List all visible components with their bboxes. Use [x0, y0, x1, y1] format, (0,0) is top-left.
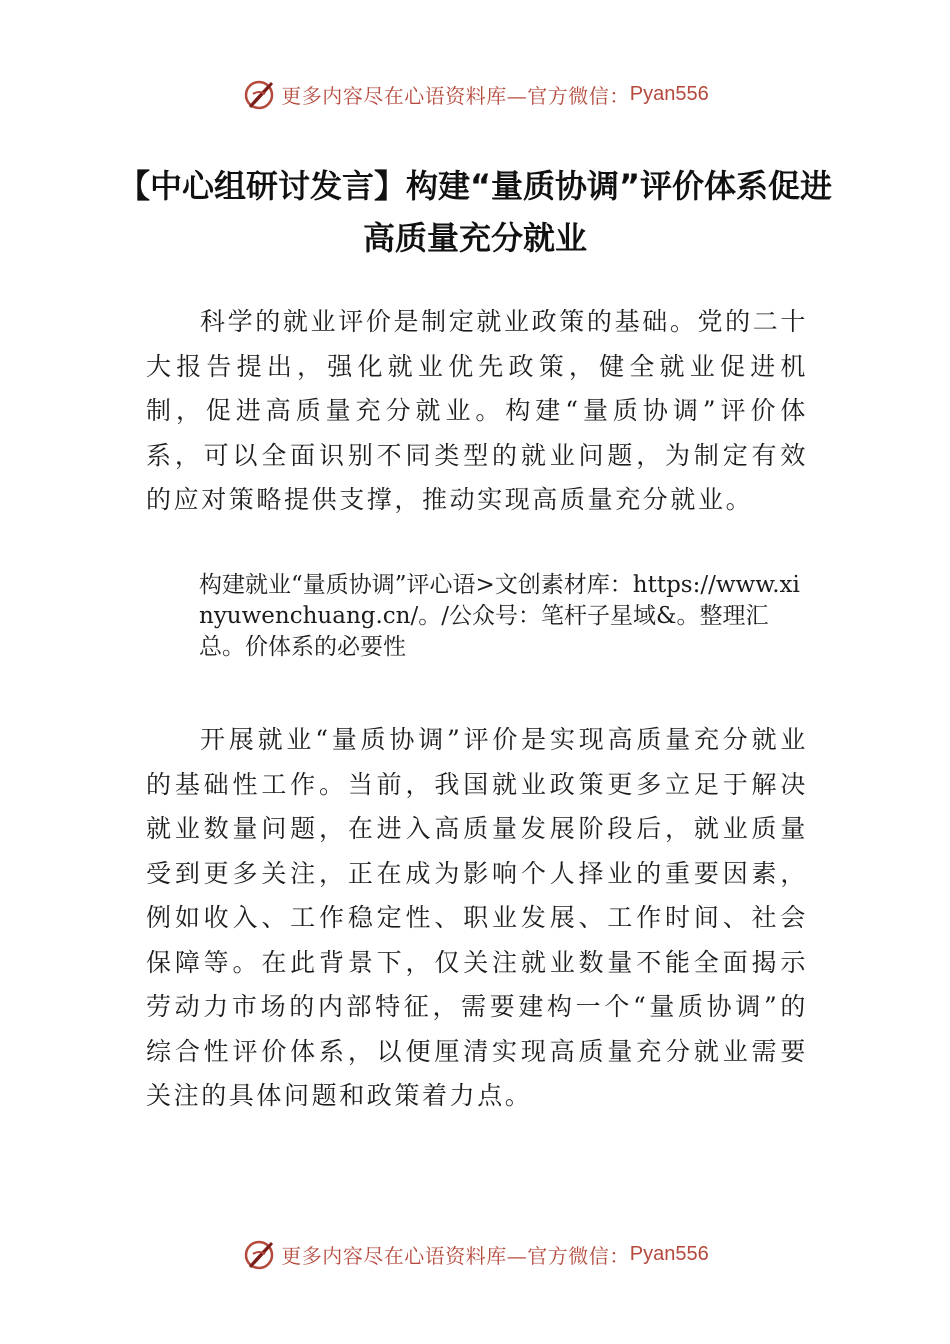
page-title: 【中心组研讨发言】构建“量质协调”评价体系促进高质量充分就业 — [117, 167, 833, 257]
paragraph-body: 开展就业“量质协调”评价是实现高质量充分就业的基础性工作。当前，我国就业政策更多立足于解决就业数量问题，在进入高质量发展阶段后，就业质量受到更多关注，正在成为影响个人择业的重要因素，例如收入、工作稳定性、职业发展、工作时间、社会保障等。在此背景下，仅关注就业数量不能全面揭示劳动力市场的内部特征，需要建构一个“量质协调”的综合性评价体系，以便厘清实现高质量充分就业需要关注的具体问题和政策着力点。 — [146, 725, 808, 1110]
footer-banner-text: 更多内容尽在心语资料库—官方微信： — [281, 1243, 630, 1268]
paragraph-intro: 科学的就业评价是制定就业政策的基础。党的二十大报告提出，强化就业优先政策，健全就业促进机制，促进高质量充分就业。构建“量质协调”评价体系，可以全面识别不同类型的就业问题，为制定有效的应对策略提供支撑，推动实现高质量充分就业。 — [146, 307, 808, 514]
brush-logo-icon — [241, 76, 277, 112]
header-banner — [0, 72, 950, 116]
header-wechat-id: Pyan556 — [629, 82, 709, 105]
header-banner-text: 更多内容尽在心语资料库—官方微信： — [281, 83, 630, 108]
footer-banner — [0, 1232, 950, 1276]
brush-logo-icon — [241, 1236, 277, 1272]
footer-wechat-id: Pyan556 — [629, 1242, 709, 1265]
paragraph-section-note: 构建就业“量质协调”评心语>文创素材库：https://www.xinyuwenchuang.cn/。/公众号：笔杆子星域&。整理汇总。价体系的必要性 — [199, 572, 800, 660]
